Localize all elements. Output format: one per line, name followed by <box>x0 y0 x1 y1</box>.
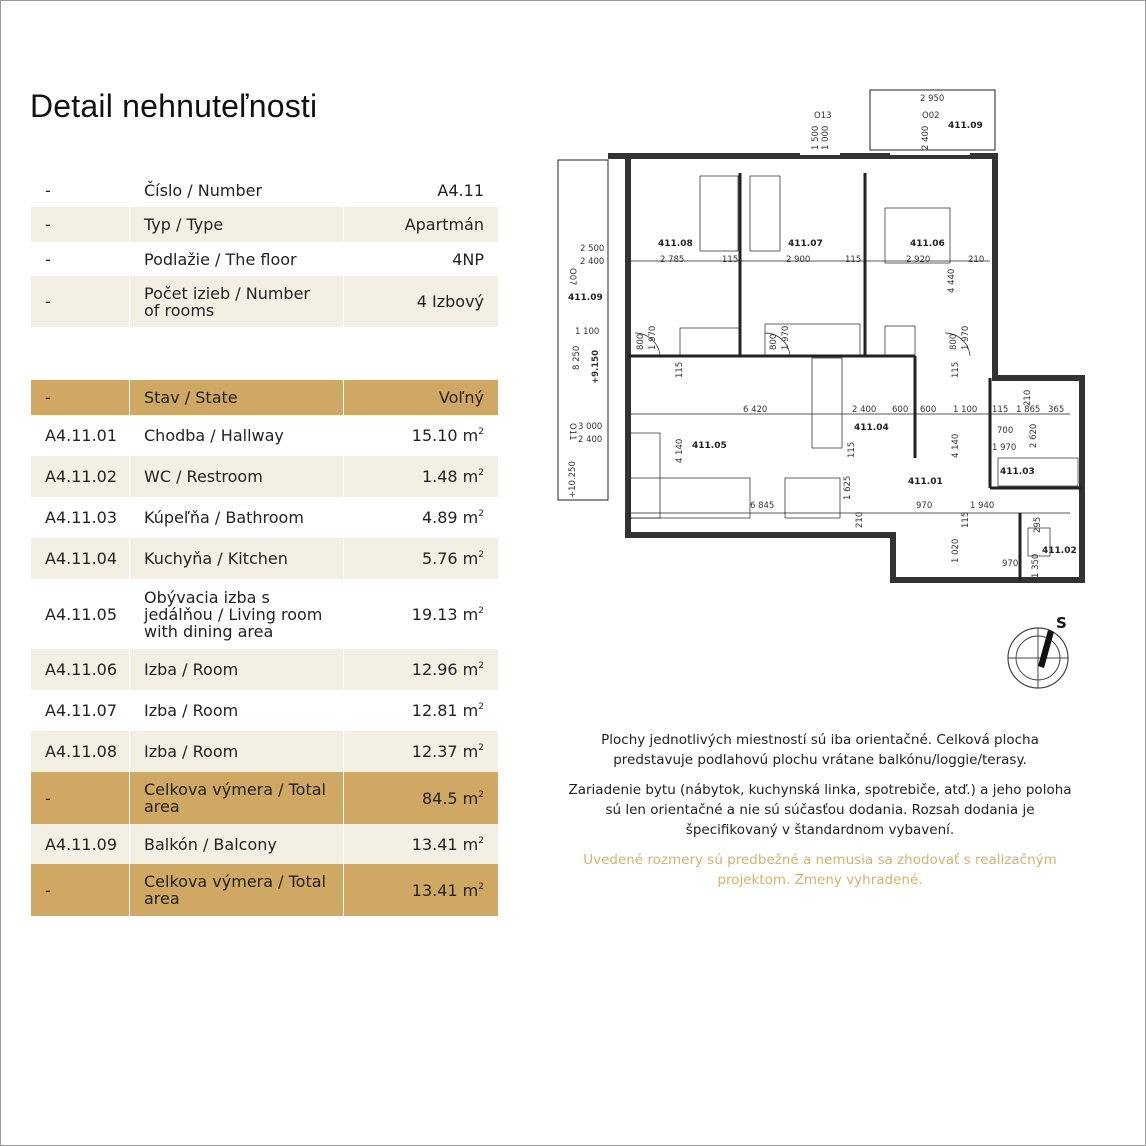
note-area: Plochy jednotlivých miestností sú iba orientačné. Celková plocha predstavuje podlahovú plochu vrátane balkónu/loggie/terasy. <box>601 732 1039 768</box>
table-row <box>31 242 499 276</box>
room-area: 5.76 $m^2$ <box>344 538 499 579</box>
dim-label: 210 <box>855 511 865 528</box>
row-code: - <box>31 772 130 824</box>
dim-label: 1 000 <box>821 125 831 150</box>
room-label: 411.09 <box>948 121 983 131</box>
bed <box>700 176 738 251</box>
dim-label: 1 865 <box>1016 405 1041 415</box>
room-code: A4.11.01 <box>31 415 130 456</box>
row-code: - <box>31 242 130 276</box>
room-code: A4.11.09 <box>31 824 130 864</box>
dim-label: 1 020 <box>951 538 961 563</box>
table-row <box>31 456 499 497</box>
dim-label: 4 140 <box>675 438 685 463</box>
kitchen-counter <box>812 358 842 448</box>
room-code: A4.11.06 <box>31 649 130 690</box>
dim-label: 2 920 <box>906 255 931 265</box>
rooms-table <box>31 380 499 916</box>
room-label: 411.09 <box>568 293 603 303</box>
room-area: 4.89 $m^2$ <box>344 497 499 538</box>
table-row <box>31 731 499 772</box>
dim-label: 115 <box>961 511 971 528</box>
info-table <box>31 173 499 327</box>
dim-label: 1 970 <box>992 443 1017 453</box>
dim-label: 1 970 <box>781 325 791 350</box>
dim-label: 4 440 <box>947 268 957 293</box>
dim-label: 1 100 <box>953 405 978 415</box>
room-area: 13.41 $m^2$ <box>344 824 499 864</box>
wardrobe <box>765 324 860 356</box>
room-label: 411.08 <box>658 239 693 249</box>
dim-label: 970 <box>1002 559 1019 569</box>
sofa <box>630 478 750 518</box>
dim-label: 2 785 <box>660 255 685 265</box>
table-row <box>31 538 499 579</box>
dim-label: 2 400 <box>921 125 931 150</box>
room-label: Kuchyňa / Kitchen <box>130 538 344 579</box>
dim-label: 2 500 <box>580 244 605 254</box>
dim-label: 1 970 <box>961 325 971 350</box>
compass-label: S <box>1056 614 1067 632</box>
dim-label: 800 <box>949 333 959 350</box>
row-code: - <box>31 207 130 242</box>
dim-label: 4 140 <box>951 433 961 458</box>
room-area: 19.13 $m^2$ <box>344 579 499 649</box>
room-label: Balkón / Balcony <box>130 824 344 864</box>
dim-label: +10.250 <box>568 461 578 498</box>
dim-label: 1 100 <box>575 327 600 337</box>
dim-label: 2 900 <box>786 255 811 265</box>
table-row <box>31 207 499 242</box>
dim-label: 2 400 <box>578 435 603 445</box>
dim-label: O11 <box>567 423 577 441</box>
dim-label: 1 940 <box>970 501 995 511</box>
dim-label: 700 <box>997 426 1014 436</box>
dim-label: 115 <box>722 255 739 265</box>
dining-table <box>785 478 840 518</box>
table-header-row <box>31 380 499 415</box>
dim-label: 115 <box>951 361 961 378</box>
dim-label: 1 625 <box>843 475 853 500</box>
dim-label: 1 500 <box>811 125 821 150</box>
row-value: A4.11 <box>344 173 499 207</box>
wardrobe <box>680 328 740 356</box>
dim-label: 2 950 <box>920 94 945 104</box>
room-code: A4.11.08 <box>31 731 130 772</box>
room-label: 411.07 <box>788 239 823 249</box>
notes <box>560 730 1080 900</box>
dim-label: 3 000 <box>578 422 603 432</box>
total-label: Celkova výmera / Total area <box>130 772 344 824</box>
room-code: A4.11.02 <box>31 456 130 497</box>
total-area: 84.5 $m^2$ <box>344 772 499 824</box>
dim-label: O02 <box>922 111 940 121</box>
room-label: 411.04 <box>854 423 889 433</box>
wardrobe <box>885 326 915 356</box>
row-code: - <box>31 380 130 415</box>
dim-label: 2 400 <box>580 257 605 267</box>
note-dimensions: Uvedené rozmery sú predbežné a nemusia sa zhodovať s realizačným projektom. Zmeny vyhradené. <box>583 852 1057 888</box>
room-code: A4.11.07 <box>31 690 130 731</box>
floor-plan <box>550 88 1090 588</box>
room-label: 411.02 <box>1042 546 1077 556</box>
room-label: Kúpeľňa / Bathroom <box>130 497 344 538</box>
room-code: A4.11.05 <box>31 579 130 649</box>
dim-label: 365 <box>1048 405 1065 415</box>
room-area: 12.96 $m^2$ <box>344 649 499 690</box>
row-label: Podlažie / The floor <box>130 242 344 276</box>
dim-label: 115 <box>847 441 857 458</box>
total-label: Celkova výmera / Total area <box>130 864 344 916</box>
total-row <box>31 864 499 916</box>
sofa <box>630 433 660 518</box>
room-label: 411.03 <box>1000 467 1035 477</box>
dim-label: 2 400 <box>852 405 877 415</box>
row-value: 4NP <box>344 242 499 276</box>
table-row <box>31 415 499 456</box>
room-area: 12.37 $m^2$ <box>344 731 499 772</box>
room-label: WC / Restroom <box>130 456 344 497</box>
dim-label: 115 <box>675 361 685 378</box>
room-area: 1.48 $m^2$ <box>344 456 499 497</box>
status-value: Voľný <box>344 380 499 415</box>
dim-label: 115 <box>992 405 1009 415</box>
table-row <box>31 690 499 731</box>
dim-label: O13 <box>814 111 832 121</box>
total-row <box>31 772 499 824</box>
row-code: - <box>31 864 130 916</box>
table-row <box>31 649 499 690</box>
dim-label: 210 <box>968 255 985 265</box>
dim-label: 8 250 <box>572 345 582 370</box>
bed <box>750 176 780 251</box>
row-code: - <box>31 276 130 327</box>
row-label: Číslo / Number <box>130 173 344 207</box>
room-label: 411.01 <box>908 477 943 487</box>
row-value: 4 Izbový <box>344 276 499 327</box>
table-row <box>31 824 499 864</box>
room-label: Izba / Room <box>130 649 344 690</box>
dim-label: 2 620 <box>1029 423 1039 448</box>
dim-label: O07 <box>567 268 577 286</box>
room-label: Obývacia izba s jedálňou / Living room with dining area <box>130 579 344 649</box>
room-code: A4.11.04 <box>31 538 130 579</box>
dim-label: 115 <box>845 255 862 265</box>
room-area: 12.81 $m^2$ <box>344 690 499 731</box>
room-label: 411.06 <box>910 239 945 249</box>
dim-label: 1 970 <box>648 325 658 350</box>
room-area: 15.10 $m^2$ <box>344 415 499 456</box>
table-row <box>31 276 499 327</box>
table-row <box>31 173 499 207</box>
dim-label: +9.150 <box>591 349 601 384</box>
row-label: Počet izieb / Number of rooms <box>130 276 344 327</box>
table-row <box>31 579 499 649</box>
dim-label: 6 845 <box>750 501 775 511</box>
compass-icon <box>1000 610 1080 700</box>
row-code: - <box>31 173 130 207</box>
total-area: 13.41 $m^2$ <box>344 864 499 916</box>
dim-label: 800 <box>636 333 646 350</box>
dim-label: 970 <box>916 501 933 511</box>
room-label: 411.05 <box>692 441 727 451</box>
room-label: Izba / Room <box>130 731 344 772</box>
room-label: Izba / Room <box>130 690 344 731</box>
dim-label: 210 <box>1023 389 1033 406</box>
page-title: Detail nehnuteľnosti <box>30 88 318 124</box>
dim-label: 1 350 <box>1031 553 1041 578</box>
dim-label: 600 <box>892 405 909 415</box>
note-furniture: Zariadenie bytu (nábytok, kuchynská linka, spotrebiče, atď.) a jeho poloha sú len orientačné a nie sú súčasťou dodania. Rozsah dodania je špecifikovaný v štandardnom vybavení. <box>568 782 1072 838</box>
room-label: Chodba / Hallway <box>130 415 344 456</box>
dim-label: 600 <box>920 405 937 415</box>
row-label: Typ / Type <box>130 207 344 242</box>
row-label: Stav / State <box>130 380 344 415</box>
table-row <box>31 497 499 538</box>
dim-label: 800 <box>769 333 779 350</box>
dim-label: 295 <box>1033 516 1043 533</box>
dim-label: 6 420 <box>743 405 768 415</box>
room-code: A4.11.03 <box>31 497 130 538</box>
row-value: Apartmán <box>344 207 499 242</box>
